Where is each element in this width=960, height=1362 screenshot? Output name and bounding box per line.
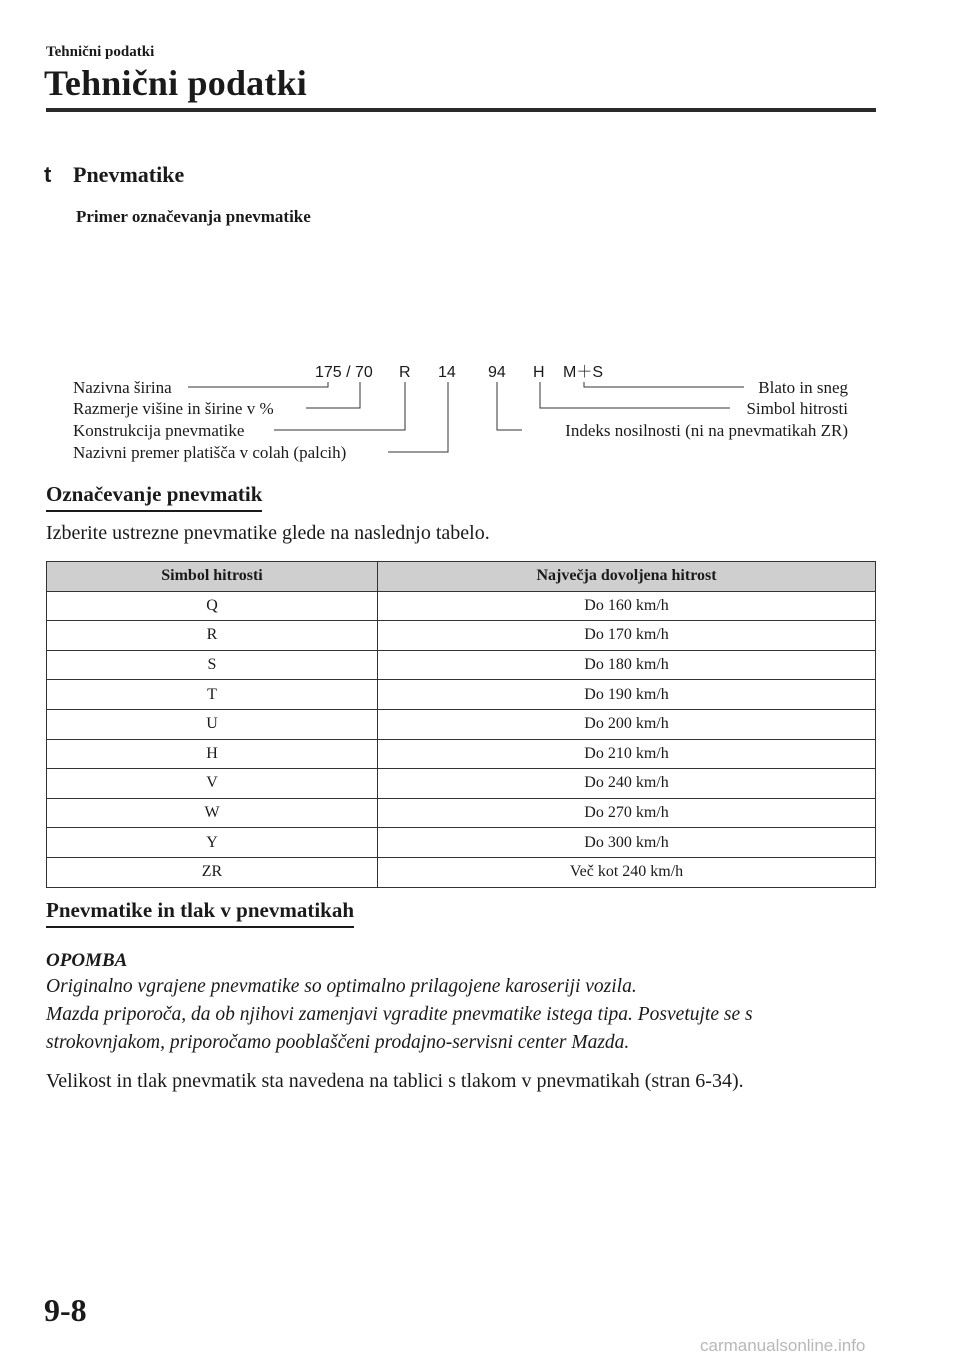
note-line: strokovnjakom, priporočamo pooblaščeni prodajno-servisni center Mazda.: [46, 1032, 630, 1053]
watermark: carmanualsonline.info: [700, 1336, 866, 1355]
section-title: Pnevmatike: [73, 162, 185, 187]
label-mud-snow: Blato in sneg: [758, 378, 848, 397]
max-speed-cell: Do 200 km/h: [378, 709, 876, 739]
speed-symbol-cell: H: [47, 739, 378, 769]
table-row: [47, 857, 876, 887]
speed-symbol-cell: Y: [47, 828, 378, 858]
code-width-ratio: 175 / 70: [315, 364, 373, 381]
section-marker: t: [44, 162, 52, 187]
closing-paragraph: Velikost in tlak pnevmatik sta navedena na tablici s tlakom v pnevmatikah (stran 6-34).: [46, 1070, 744, 1092]
table-row: [47, 828, 876, 858]
speed-symbol-cell: R: [47, 621, 378, 651]
title-rule: [46, 108, 876, 112]
speed-symbol-cell: U: [47, 709, 378, 739]
note-line: Mazda priporoča, da ob njihovi zamenjavi vgradite pnevmatike istega tipa. Posvetujte se s: [46, 1004, 753, 1025]
note-line: Originalno vgrajene pnevmatike so optimalno prilagojene karoseriji vozila.: [46, 976, 637, 997]
speed-symbol-table: [46, 561, 876, 888]
heading-tire-marking: Označevanje pnevmatik: [46, 482, 262, 512]
table-row: [47, 709, 876, 739]
note-title: OPOMBA: [46, 950, 128, 971]
max-speed-cell: Več kot 240 km/h: [378, 857, 876, 887]
speed-symbol-cell: S: [47, 650, 378, 680]
max-speed-cell: Do 240 km/h: [378, 769, 876, 799]
max-speed-cell: Do 300 km/h: [378, 828, 876, 858]
table-row: [47, 621, 876, 651]
table-row: [47, 591, 876, 621]
speed-symbol-cell: V: [47, 769, 378, 799]
table-row: [47, 680, 876, 710]
speed-symbol-cell: ZR: [47, 857, 378, 887]
speed-symbol-cell: T: [47, 680, 378, 710]
max-speed-cell: Do 210 km/h: [378, 739, 876, 769]
table-row: [47, 769, 876, 799]
label-aspect-ratio: Razmerje višine in širine v %: [73, 399, 274, 418]
table-row: [47, 739, 876, 769]
table-header-cell: Največja dovoljena hitrost: [378, 562, 876, 592]
label-construction: Konstrukcija pnevmatike: [73, 421, 245, 440]
max-speed-cell: Do 190 km/h: [378, 680, 876, 710]
max-speed-cell: Do 160 km/h: [378, 591, 876, 621]
label-load-index: Indeks nosilnosti (ni na pnevmatikah ZR): [565, 421, 848, 440]
code-diameter: 14: [438, 364, 456, 381]
max-speed-cell: Do 180 km/h: [378, 650, 876, 680]
code-mud-snow: M＋S: [563, 364, 604, 381]
intro-text: Izberite ustrezne pnevmatike glede na naslednjo tabelo.: [46, 522, 490, 544]
code-construction: R: [399, 364, 411, 381]
max-speed-cell: Do 270 km/h: [378, 798, 876, 828]
speed-symbol-cell: Q: [47, 591, 378, 621]
breadcrumb: Tehnični podatki: [46, 44, 155, 60]
table-row: [47, 798, 876, 828]
tire-marking-diagram: [0, 350, 960, 475]
speed-symbol-cell: W: [47, 798, 378, 828]
example-caption: Primer označevanja pnevmatike: [76, 207, 311, 226]
label-nominal-width: Nazivna širina: [73, 378, 172, 397]
heading-tires-pressure: Pnevmatike in tlak v pnevmatikah: [46, 898, 354, 928]
table-row: [47, 650, 876, 680]
label-rim-diameter: Nazivni premer platišča v colah (palcih): [73, 443, 347, 462]
table-header-cell: Simbol hitrosti: [47, 562, 378, 592]
table-header-row: [47, 562, 876, 592]
code-speed-symbol: H: [533, 364, 545, 381]
page-title: Tehnični podatki: [44, 63, 307, 103]
max-speed-cell: Do 170 km/h: [378, 621, 876, 651]
label-speed-symbol: Simbol hitrosti: [746, 399, 848, 418]
page-number: 9-8: [44, 1292, 87, 1328]
code-load-index: 94: [488, 364, 506, 381]
